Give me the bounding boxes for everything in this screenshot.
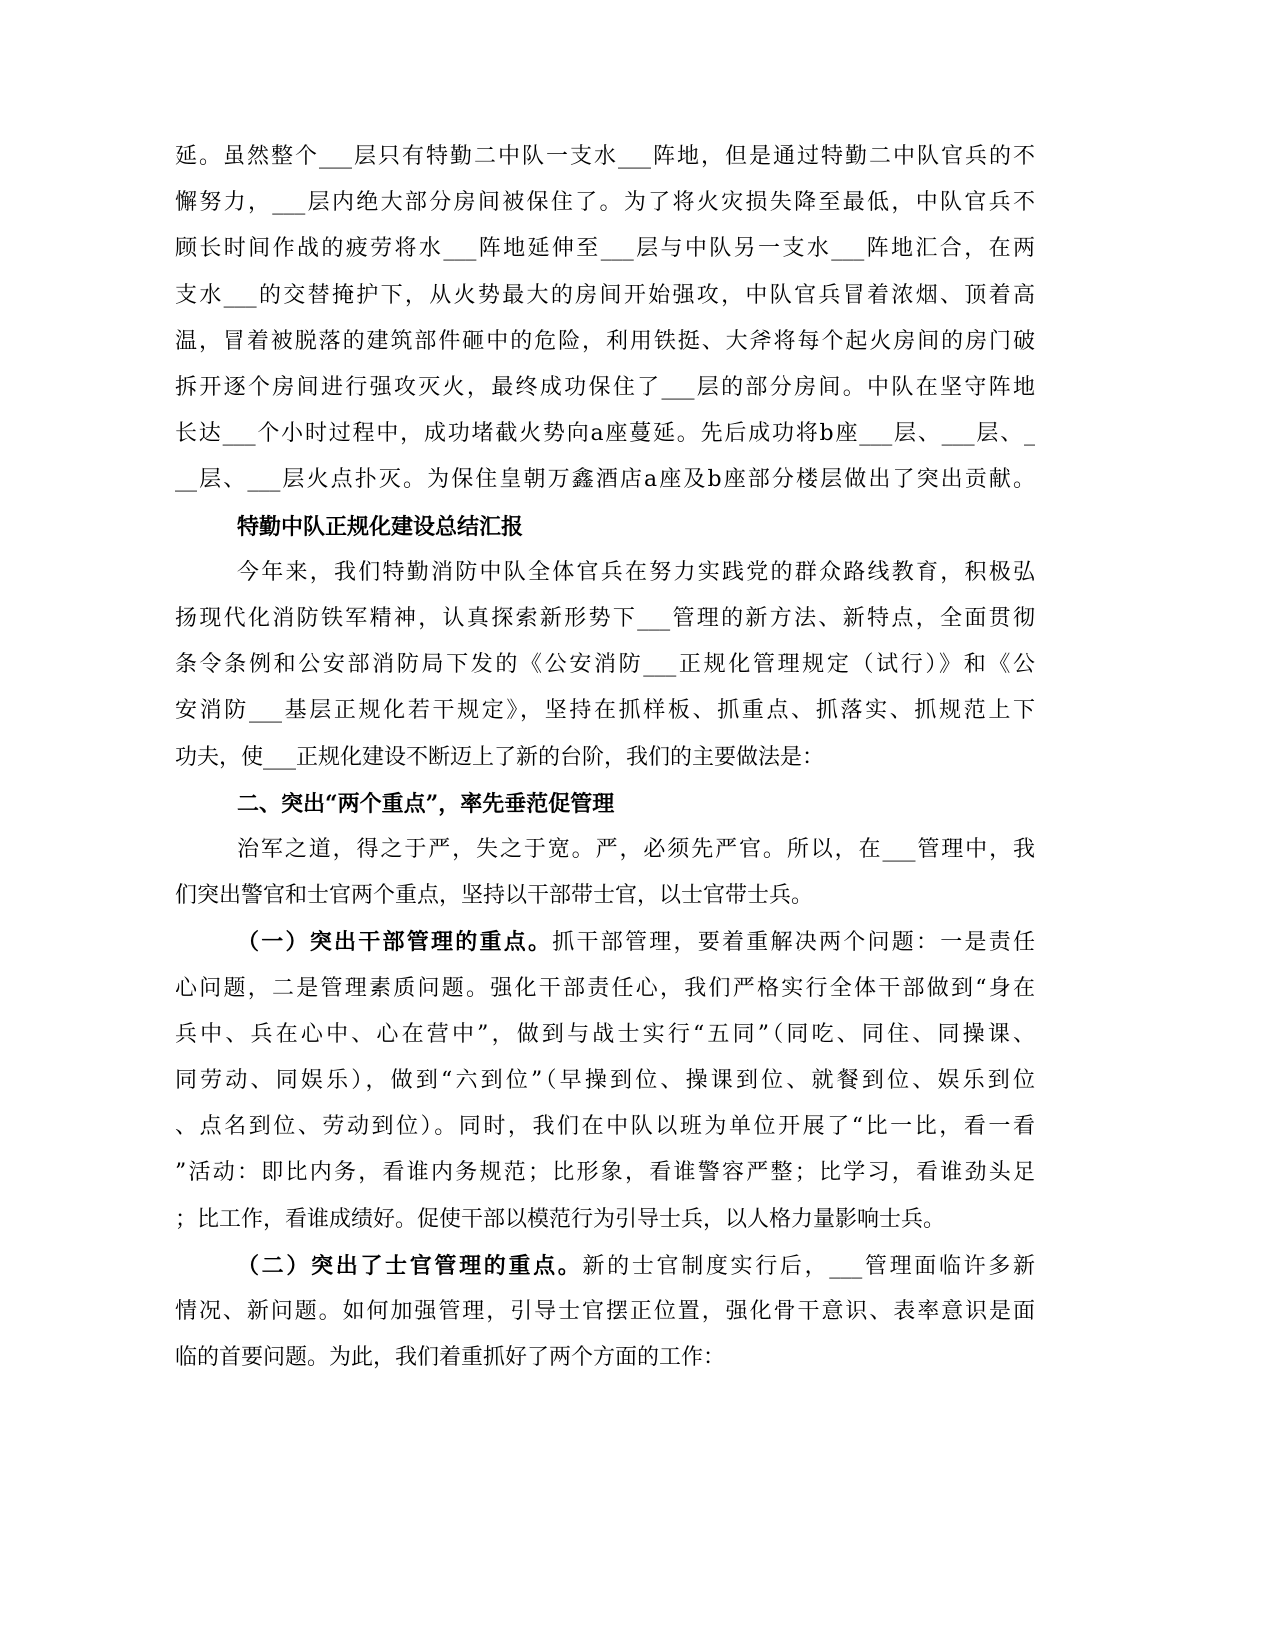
line-text: 条令条例和公安部消防局下发的《公安消防___正规化管理规定（试行）》和《公 [175,652,1035,678]
paragraph-line [175,876,813,916]
paragraph-line [175,183,1035,223]
line-text: 拆开逐个房间进行强攻灭火，最终成功保住了___层的部分房间。中队在坚守阵地 [175,375,1035,400]
line-text: 同劳动、同娱乐），做到“六到位”（早操到位、操课到位、就餐到位、娱乐到位 [175,1068,1035,1093]
paragraph-line [237,830,1035,870]
line-text: 新的士官制度实行后，___管理面临许多新 [582,1253,1035,1279]
line-text: 功夫，使___正规化建设不断迈上了新的台阶，我们的主要做法是： [175,744,825,770]
line-text: 扬现代化消防铁军精神，认真探索新形势下___管理的新方法、新特点，全面贯彻 [175,606,1035,631]
paragraph-line [175,137,1035,177]
paragraph-line [175,1153,1035,1193]
paragraph-line [175,414,1035,454]
line-text: 顾长时间作战的疲劳将水___阵地延伸至___层与中队另一支水___阵地汇合，在两 [175,236,1035,262]
paragraph-line [175,460,1035,500]
paragraph-line [175,738,824,778]
line-text: 、点名到位、劳动到位）。同时，我们在中队以班为单位开展了“比一比，看一看 [175,1114,1035,1140]
line-text: 兵中、兵在心中、心在营中”，做到与战士实行“五同”（同吃、同住、同操课、 [175,1021,1035,1047]
bold-heading-text: （一）突出干部管理的重点。 [237,929,553,956]
paragraph-line [175,691,1035,731]
section-heading [237,507,523,547]
line-text: 今年来，我们特勤消防中队全体官兵在努力实践党的群众路线教育，积极弘 [237,559,1035,585]
paragraph-line [237,922,1035,962]
line-text: 延。虽然整个___层只有特勤二中队一支水___阵地，但是通过特勤二中队官兵的不 [175,144,1035,169]
line-text: ；比工作，看谁成绩好。促使干部以模范行为引导士兵，以人格力量影响士兵。 [175,1206,946,1232]
line-text: 们突出警官和士官两个重点，坚持以干部带士官，以士官带士兵。 [175,883,814,909]
paragraph-line [175,969,1035,1009]
line-text: 支水___的交替掩护下，从火势最大的房间开始强攻，中队官兵冒着浓烟、顶着高 [175,282,1035,308]
line-text: __层、___层火点扑灭。为保住皇朝万鑫酒店a座及b座部分楼层做出了突出贡献。 [175,467,1035,493]
paragraph-line [175,599,1035,639]
line-text: 临的首要问题。为此，我们着重抓好了两个方面的工作： [175,1345,726,1371]
line-text: 抓干部管理，要着重解决两个问题：一是责任 [552,930,1035,956]
paragraph-line [175,1061,1035,1101]
paragraph-line [175,322,1035,362]
bold-heading-text: （二）突出了士官管理的重点。 [237,1252,583,1279]
bold-heading-text: 特勤中队正规化建设总结汇报 [237,513,524,540]
bold-heading-text: 二、突出“两个重点”，率先垂范促管理 [237,790,615,817]
paragraph-line [175,645,1035,685]
paragraph-line [175,229,1035,269]
line-text: 情况、新问题。如何加强管理，引导士官摆正位置，强化骨干意识、表率意识是面 [175,1299,1035,1324]
paragraph-line [175,1292,1035,1332]
line-text: ”活动：即比内务，看谁内务规范；比形象，看谁警容严整；比学习，看谁劲头足 [175,1160,1035,1186]
section-heading [237,784,614,824]
line-text: 心问题，二是管理素质问题。强化干部责任心，我们严格实行全体干部做到“身在 [175,975,1035,1001]
line-text: 安消防___基层正规化若干规定》，坚持在抓样板、抓重点、抓落实、抓规范上下 [175,698,1035,724]
paragraph-line [175,1200,945,1240]
line-text: 治军之道，得之于严，失之于宽。严，必须先严官。所以，在___管理中，我 [237,837,1035,862]
paragraph-line [175,1015,1035,1055]
paragraph-line [175,1107,1035,1147]
paragraph-line [175,276,1035,316]
paragraph-line [175,1338,725,1378]
paragraph-line [237,553,1035,593]
line-text: 长达___个小时过程中，成功堵截火势向a座蔓延。先后成功将b座___层、___层、_ [175,421,1035,447]
line-text: 懈努力，___层内绝大部分房间被保住了。为了将火灾损失降至最低，中队官兵不 [175,190,1035,216]
paragraph-line [237,1246,1035,1286]
paragraph-line [175,368,1035,408]
line-text: 温，冒着被脱落的建筑部件砸中的危险，利用铁挺、大斧将每个起火房间的房门破 [175,328,1035,354]
